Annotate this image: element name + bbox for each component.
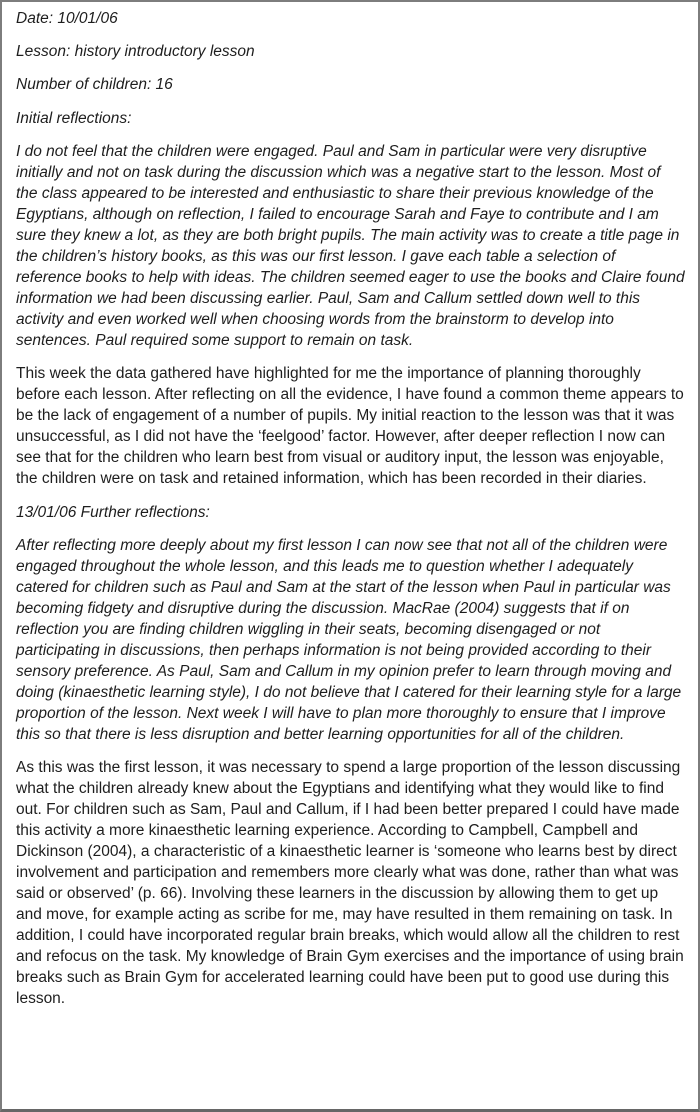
- further-reflections-heading: 13/01/06 Further reflections:: [16, 504, 210, 521]
- initial-reflections-heading: Initial reflections:: [16, 110, 132, 127]
- initial-reflections-paragraph: I do not feel that the children were engaged. Paul and Sam in particular were very disruptive initially and not on task during the discussion which was a negative start to the lesson. Most of the class appeared to be interested and enthusiastic to share their previous knowledge of the Egyptians, although on reflection, I failed to encourage Sarah and Faye to contribute and I am sure they knew a lot, as they are both bright pupils. The main activity was to create a title page in the children’s history books, as this was our first lesson. I gave each table a selection of reference books to help with ideas. The children seemed eager to use the books and Claire found information we had been discussing earlier. Paul, Sam and Callum settled down well to this activity and even worked well when choosing words from the brainstorm to develop into sentences. Paul required some support to remain on task.: [16, 143, 685, 349]
- date-line: Date: 10/01/06: [16, 10, 118, 27]
- children-count-line: Number of children: 16: [16, 76, 173, 93]
- further-reflections-paragraph: After reflecting more deeply about my first lesson I can now see that not all of the children were engaged throughout the whole lesson, and this leads me to question whether I adequately catered for children such as Paul and Sam at the start of the lesson when Paul in particular was becoming fidgety and disruptive during the discussion. MacRae (2004) suggests that if on reflection you are finding children wiggling in their seats, becoming disengaged or not participating in discussions, then perhaps information is not being provided according to their sensory preference. As Paul, Sam and Callum in my opinion prefer to learn through moving and doing (kinaesthetic learning style), I do not believe that I catered for their learning style for a large proportion of the lesson. Next week I will have to plan more thoroughly to ensure that I improve this so that there is less disruption and better learning opportunities for all of the children.: [16, 537, 682, 743]
- first-lesson-analysis-paragraph: As this was the first lesson, it was necessary to spend a large proportion of the lesson discussing what the children already knew about the Egyptians and identifying what they would like to find out. For children such as Sam, Paul and Callum, if I had been better prepared I could have made this activity a more kinaesthetic learning experience. According to Campbell, Campbell and Dickinson (2004), a characteristic of a kinaesthetic learner is ‘someone who learns best by direct involvement and participation and remembers more clearly what was done, rather than what was said or observed’ (p. 66). Involving these learners in the discussion by allowing them to get up and move, for example acting as scribe for me, may have resulted in them remaining on task. In addition, I could have incorporated regular brain breaks, which would allow all the children to rest and refocus on the task. My knowledge of Brain Gym exercises and the importance of using brain breaks such as Brain Gym for accelerated learning could have been put to good use during this lesson.: [16, 759, 684, 1007]
- lesson-line: Lesson: history introductory lesson: [16, 43, 255, 60]
- weekly-review-paragraph: This week the data gathered have highlighted for me the importance of planning thoroughly before each lesson. After reflecting on all the evidence, I have found a common theme appears to be the lack of engagement of a number of pupils. My initial reaction to the lesson was that it was unsuccessful, as I did not have the ‘feelgood’ factor. However, after deeper reflection I now can see that for the children who learn best from visual or auditory input, the lesson was enjoyable, the children were on task and retained information, which has been recorded in their diaries.: [16, 365, 684, 487]
